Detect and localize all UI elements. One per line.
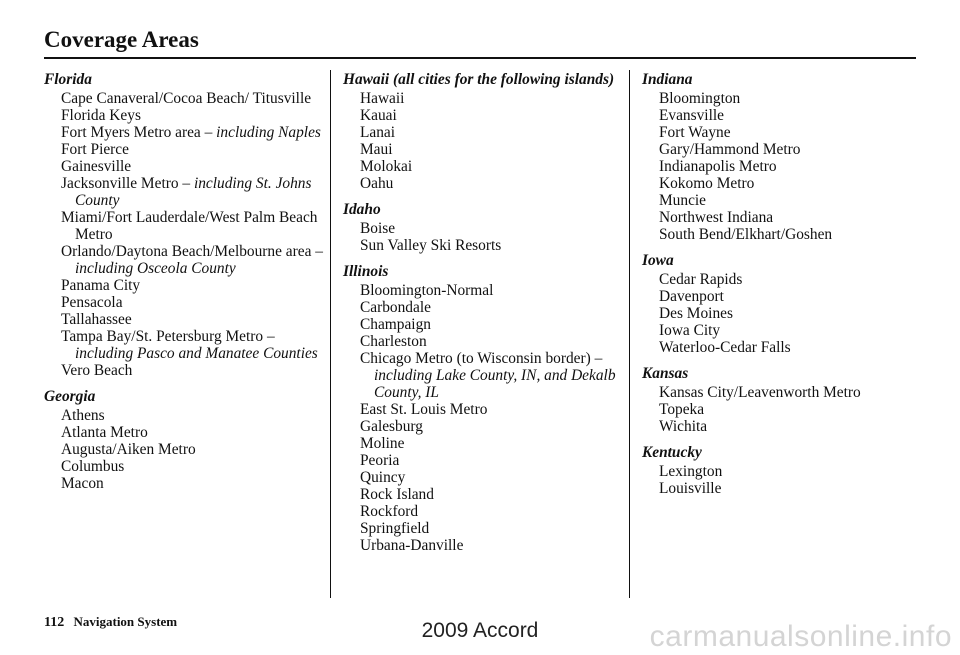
city-name: Champaign xyxy=(360,316,431,333)
city-name: Topeka xyxy=(659,401,705,418)
city-note: including St. Johns County xyxy=(75,175,312,209)
list-item xyxy=(642,226,922,243)
column-divider xyxy=(629,70,630,598)
state-heading-illinois: Illinois xyxy=(343,263,389,280)
city-name: Columbus xyxy=(61,458,125,475)
city-list xyxy=(44,407,324,492)
list-item xyxy=(44,441,324,458)
city-name: Macon xyxy=(61,475,104,492)
city-name: Rockford xyxy=(360,503,419,520)
city-name: Bloomington xyxy=(659,90,741,107)
list-item xyxy=(642,141,922,158)
city-list xyxy=(44,90,324,379)
list-item xyxy=(343,237,623,254)
column-1 xyxy=(44,68,324,492)
city-name: Kokomo Metro xyxy=(659,175,755,192)
list-item xyxy=(44,107,324,124)
city-name: Muncie xyxy=(659,192,707,209)
city-name: Florida Keys xyxy=(61,107,141,124)
city-name: Orlando/Daytona Beach/Melbourne area – xyxy=(61,243,323,260)
list-item xyxy=(642,305,922,322)
city-name: Cedar Rapids xyxy=(659,271,743,288)
city-name: Molokai xyxy=(360,158,413,175)
list-item xyxy=(343,452,623,469)
city-list xyxy=(343,90,623,192)
city-list xyxy=(642,384,922,435)
city-name: Fort Pierce xyxy=(61,141,129,158)
city-name: South Bend/Elkhart/Goshen xyxy=(659,226,833,243)
list-item xyxy=(44,124,324,141)
list-item xyxy=(343,401,623,418)
city-list xyxy=(642,271,922,356)
watermark-model: 2009 Accord xyxy=(421,619,539,642)
list-item xyxy=(642,209,922,226)
list-item xyxy=(343,107,623,124)
list-item xyxy=(343,418,623,435)
list-item xyxy=(44,475,324,492)
list-item xyxy=(642,401,922,418)
city-name: Moline xyxy=(360,435,405,452)
list-item xyxy=(44,141,324,158)
list-item xyxy=(44,424,324,441)
list-item xyxy=(343,299,623,316)
list-item xyxy=(343,220,623,237)
city-name: Kauai xyxy=(360,107,397,124)
city-name: Urbana-Danville xyxy=(360,537,464,554)
list-item xyxy=(343,503,623,520)
city-name: Jacksonville Metro – xyxy=(61,175,194,192)
state-heading-kentucky: Kentucky xyxy=(642,444,702,461)
list-item xyxy=(44,362,324,379)
list-item xyxy=(343,537,623,554)
city-name: Lexington xyxy=(659,463,723,480)
list-item xyxy=(343,282,623,299)
list-item xyxy=(44,311,324,328)
city-note: including Pasco and Manatee Counties xyxy=(75,345,318,362)
list-item xyxy=(343,316,623,333)
city-name: Lanai xyxy=(360,124,396,141)
city-name: Quincy xyxy=(360,469,406,486)
city-name: Pensacola xyxy=(61,294,123,311)
list-item xyxy=(44,458,324,475)
city-list xyxy=(642,90,922,243)
city-name: Athens xyxy=(61,407,105,424)
city-list xyxy=(642,463,922,497)
state-heading-idaho: Idaho xyxy=(343,201,381,218)
city-note: including Osceola County xyxy=(75,260,236,277)
list-item xyxy=(44,209,324,243)
city-name: Panama City xyxy=(61,277,141,294)
list-item xyxy=(642,90,922,107)
city-name: Kansas City/Leavenworth Metro xyxy=(659,384,861,401)
city-name: Atlanta Metro xyxy=(61,424,148,441)
page-number: 112 xyxy=(44,615,65,630)
list-item xyxy=(44,158,324,175)
city-name: Sun Valley Ski Resorts xyxy=(360,237,502,254)
footer-section-title: Navigation System xyxy=(73,614,178,629)
list-item xyxy=(642,322,922,339)
city-name: Charleston xyxy=(360,333,427,350)
list-item xyxy=(642,418,922,435)
state-heading-iowa: Iowa xyxy=(642,252,674,269)
city-name: Carbondale xyxy=(360,299,431,316)
city-name: Northwest Indiana xyxy=(659,209,774,226)
city-name: Gary/Hammond Metro xyxy=(659,141,801,158)
list-item xyxy=(44,328,324,362)
list-item xyxy=(642,158,922,175)
city-name: Waterloo-Cedar Falls xyxy=(659,339,791,356)
city-name: Miami/Fort Lauderdale/West Palm Beach Metro xyxy=(61,209,318,243)
city-name: Boise xyxy=(360,220,396,237)
column-2 xyxy=(343,68,623,554)
city-name: Tallahassee xyxy=(61,311,132,328)
list-item xyxy=(44,277,324,294)
city-name: Fort Wayne xyxy=(659,124,731,141)
list-item xyxy=(343,469,623,486)
city-name: Indianapolis Metro xyxy=(659,158,777,175)
city-name: Springfield xyxy=(360,520,430,537)
list-item xyxy=(343,435,623,452)
list-item xyxy=(44,243,324,277)
state-heading-hawaii: Hawaii (all cities for the following islands) xyxy=(343,71,615,88)
list-item xyxy=(642,192,922,209)
city-name: Hawaii xyxy=(360,90,405,107)
city-name: Oahu xyxy=(360,175,394,192)
city-name: Cape Canaveral/Cocoa Beach/ Titusville xyxy=(61,90,312,107)
list-item xyxy=(642,480,922,497)
state-heading-indiana: Indiana xyxy=(642,71,693,88)
city-name: Chicago Metro (to Wisconsin border) xyxy=(360,350,595,367)
list-item xyxy=(343,175,623,192)
city-name: Louisville xyxy=(659,480,722,497)
list-item xyxy=(343,90,623,107)
city-name: Bloomington-Normal xyxy=(360,282,494,299)
state-heading-kansas: Kansas xyxy=(642,365,689,382)
city-list xyxy=(343,220,623,254)
list-item xyxy=(642,175,922,192)
watermark-site: carmanualsonline.info xyxy=(649,620,952,653)
column-divider xyxy=(330,70,331,598)
city-name: Tampa Bay/St. Petersburg Metro – xyxy=(61,328,275,345)
list-item xyxy=(642,463,922,480)
list-item xyxy=(343,350,623,401)
city-list xyxy=(343,282,623,554)
list-item xyxy=(642,124,922,141)
city-name: Peoria xyxy=(360,452,400,469)
page-title: Coverage Areas xyxy=(44,27,199,52)
city-name: Maui xyxy=(360,141,393,158)
list-item xyxy=(642,107,922,124)
list-item xyxy=(642,339,922,356)
list-item xyxy=(343,158,623,175)
city-name: Iowa City xyxy=(659,322,721,339)
list-item xyxy=(343,520,623,537)
city-name: Davenport xyxy=(659,288,724,305)
city-name: Evansville xyxy=(659,107,724,124)
list-item xyxy=(642,271,922,288)
list-item xyxy=(44,294,324,311)
column-3 xyxy=(642,68,922,497)
list-item xyxy=(343,333,623,350)
list-item xyxy=(343,124,623,141)
city-name: Galesburg xyxy=(360,418,423,435)
list-item xyxy=(642,288,922,305)
list-item xyxy=(343,486,623,503)
city-name: East St. Louis Metro xyxy=(360,401,488,418)
list-item xyxy=(44,175,324,209)
state-heading-florida: Florida xyxy=(44,71,92,88)
city-name: Wichita xyxy=(659,418,708,435)
list-item xyxy=(44,407,324,424)
title-rule xyxy=(44,57,916,59)
city-name: Fort Myers Metro area – xyxy=(61,124,217,141)
list-item xyxy=(343,141,623,158)
list-item xyxy=(642,384,922,401)
state-heading-georgia: Georgia xyxy=(44,388,96,405)
city-name: Rock Island xyxy=(360,486,434,503)
city-name: Vero Beach xyxy=(61,362,133,379)
city-name: Gainesville xyxy=(61,158,132,175)
city-name: Des Moines xyxy=(659,305,733,322)
city-name: Augusta/Aiken Metro xyxy=(61,441,196,458)
city-note: including Naples xyxy=(216,124,321,141)
list-item xyxy=(44,90,324,107)
city-note: – including Lake County, IN, and Dekalb County, IL xyxy=(374,350,616,401)
